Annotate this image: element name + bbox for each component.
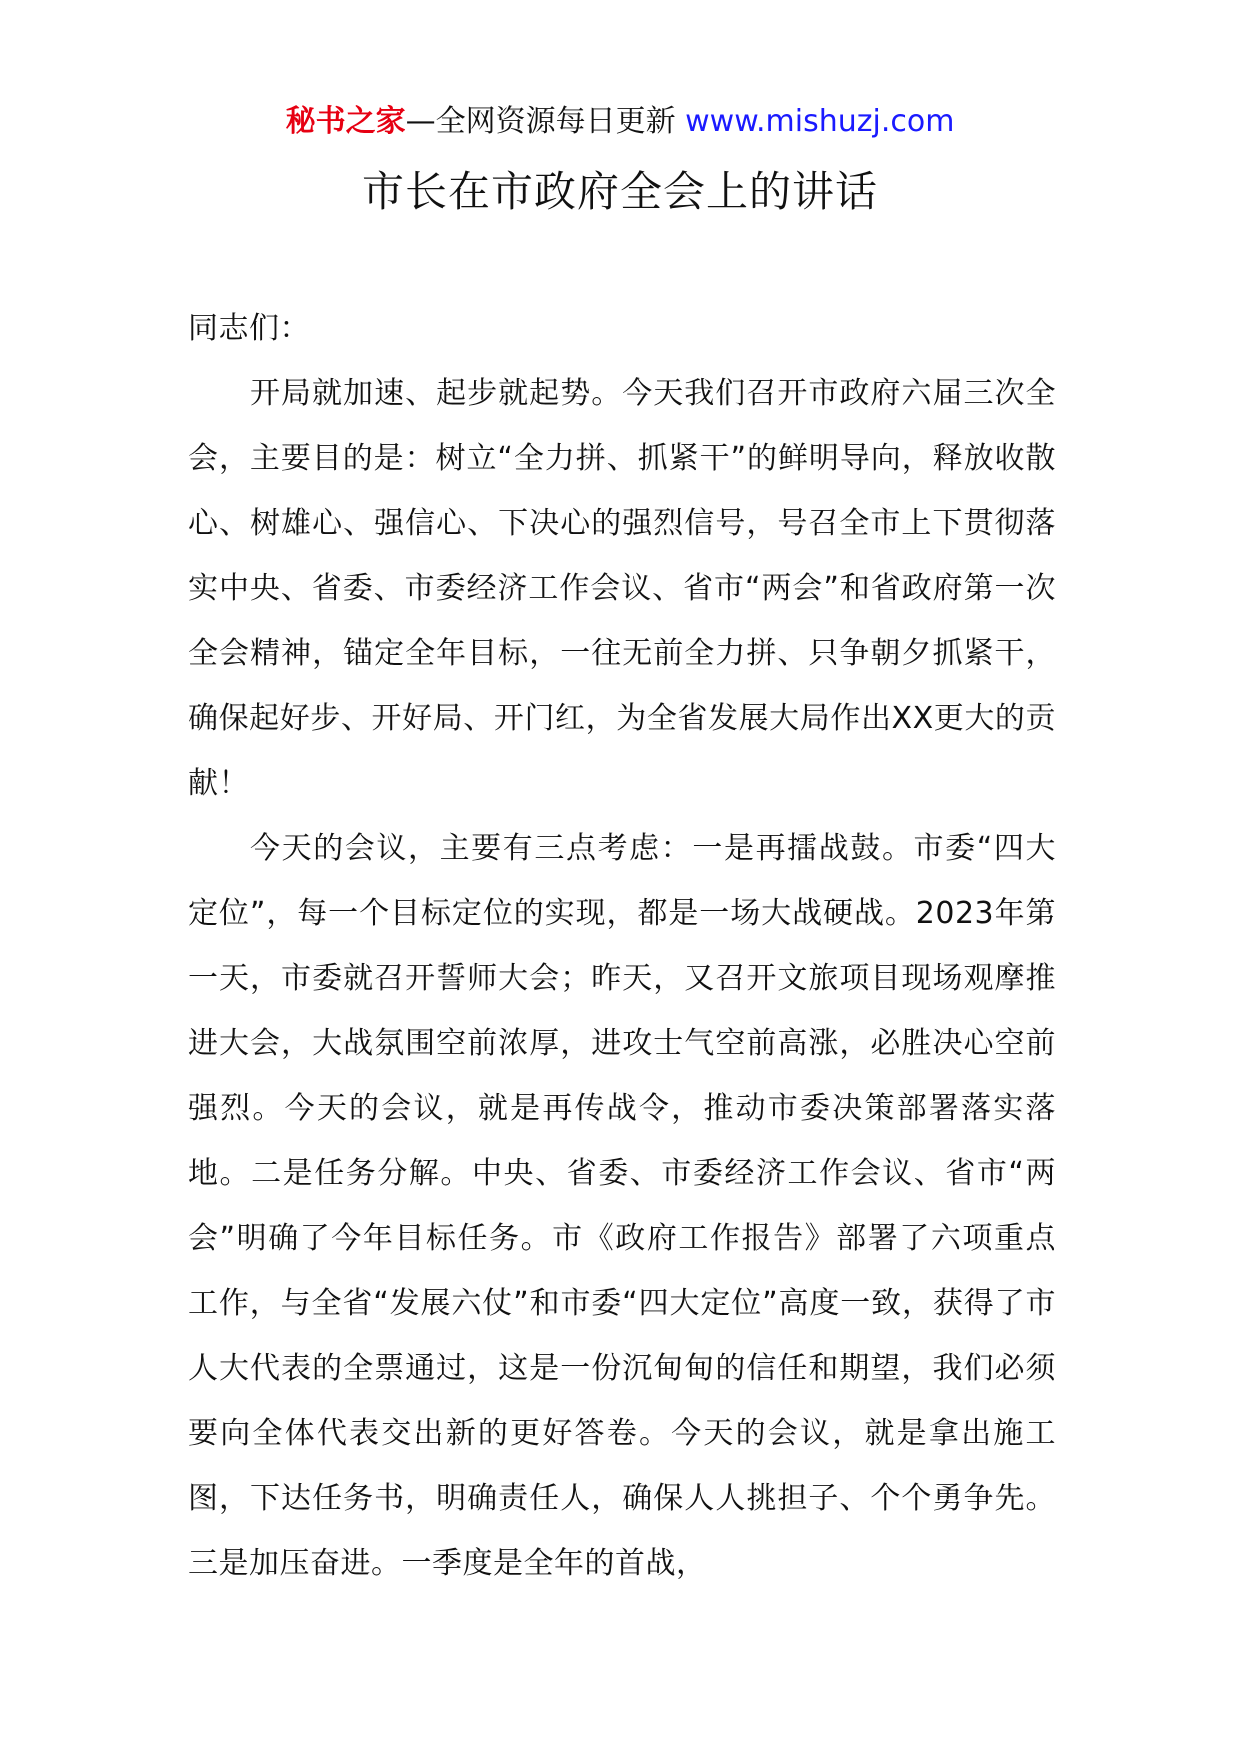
brand-slogan: —全网资源每日更新 xyxy=(405,104,686,139)
salutation: 同志们： xyxy=(188,311,310,346)
document-body xyxy=(188,296,1056,1596)
paragraph-1: 开局就加速、起步就起势。今天我们召开市政府六届三次全会，主要目的是：树立“全力拼、抓紧干”的鲜明导向，释放收散心、树雄心、强信心、下决心的强烈信号，号召全市上下贯彻落实中央、省委、市委经济工作会议、省市“两会”和省政府第一次全会精神，锚定全年目标，一往无前全力拼、只争朝夕抓紧干，确保起好步、开好局、开门红，为全省发展大局作出XX更大的贡献！ xyxy=(188,376,1056,801)
paragraph-2: 今天的会议，主要有三点考虑：一是再擂战鼓。市委“四大定位”，每一个目标定位的实现，都是一场大战硬战。2023年第一天，市委就召开誓师大会；昨天，又召开文旅项目现场观摩推进大会，大战氛围空前浓厚，进攻士气空前高涨，必胜决心空前强烈。今天的会议，就是再传战令，推动市委决策部署落实落地。二是任务分解。中央、省委、市委经济工作会议、省市“两会”明确了今年目标任务。市《政府工作报告》部署了六项重点工作，与全省“发展六仗”和市委“四大定位”高度一致，获得了市人大代表的全票通过，这是一份沉甸甸的信任和期望，我们必须要向全体代表交出新的更好答卷。今天的会议，就是拿出施工图，下达任务书，明确责任人，确保人人挑担子、个个勇争先。三是加压奋进。一季度是全年的首战， xyxy=(188,831,1056,1581)
site-url-link[interactable]: www.mishuzj.com xyxy=(685,104,955,139)
site-banner xyxy=(0,100,1240,144)
brand-name: 秘书之家 xyxy=(285,104,406,139)
document-title: 市长在市政府全会上的讲话 xyxy=(361,167,878,216)
